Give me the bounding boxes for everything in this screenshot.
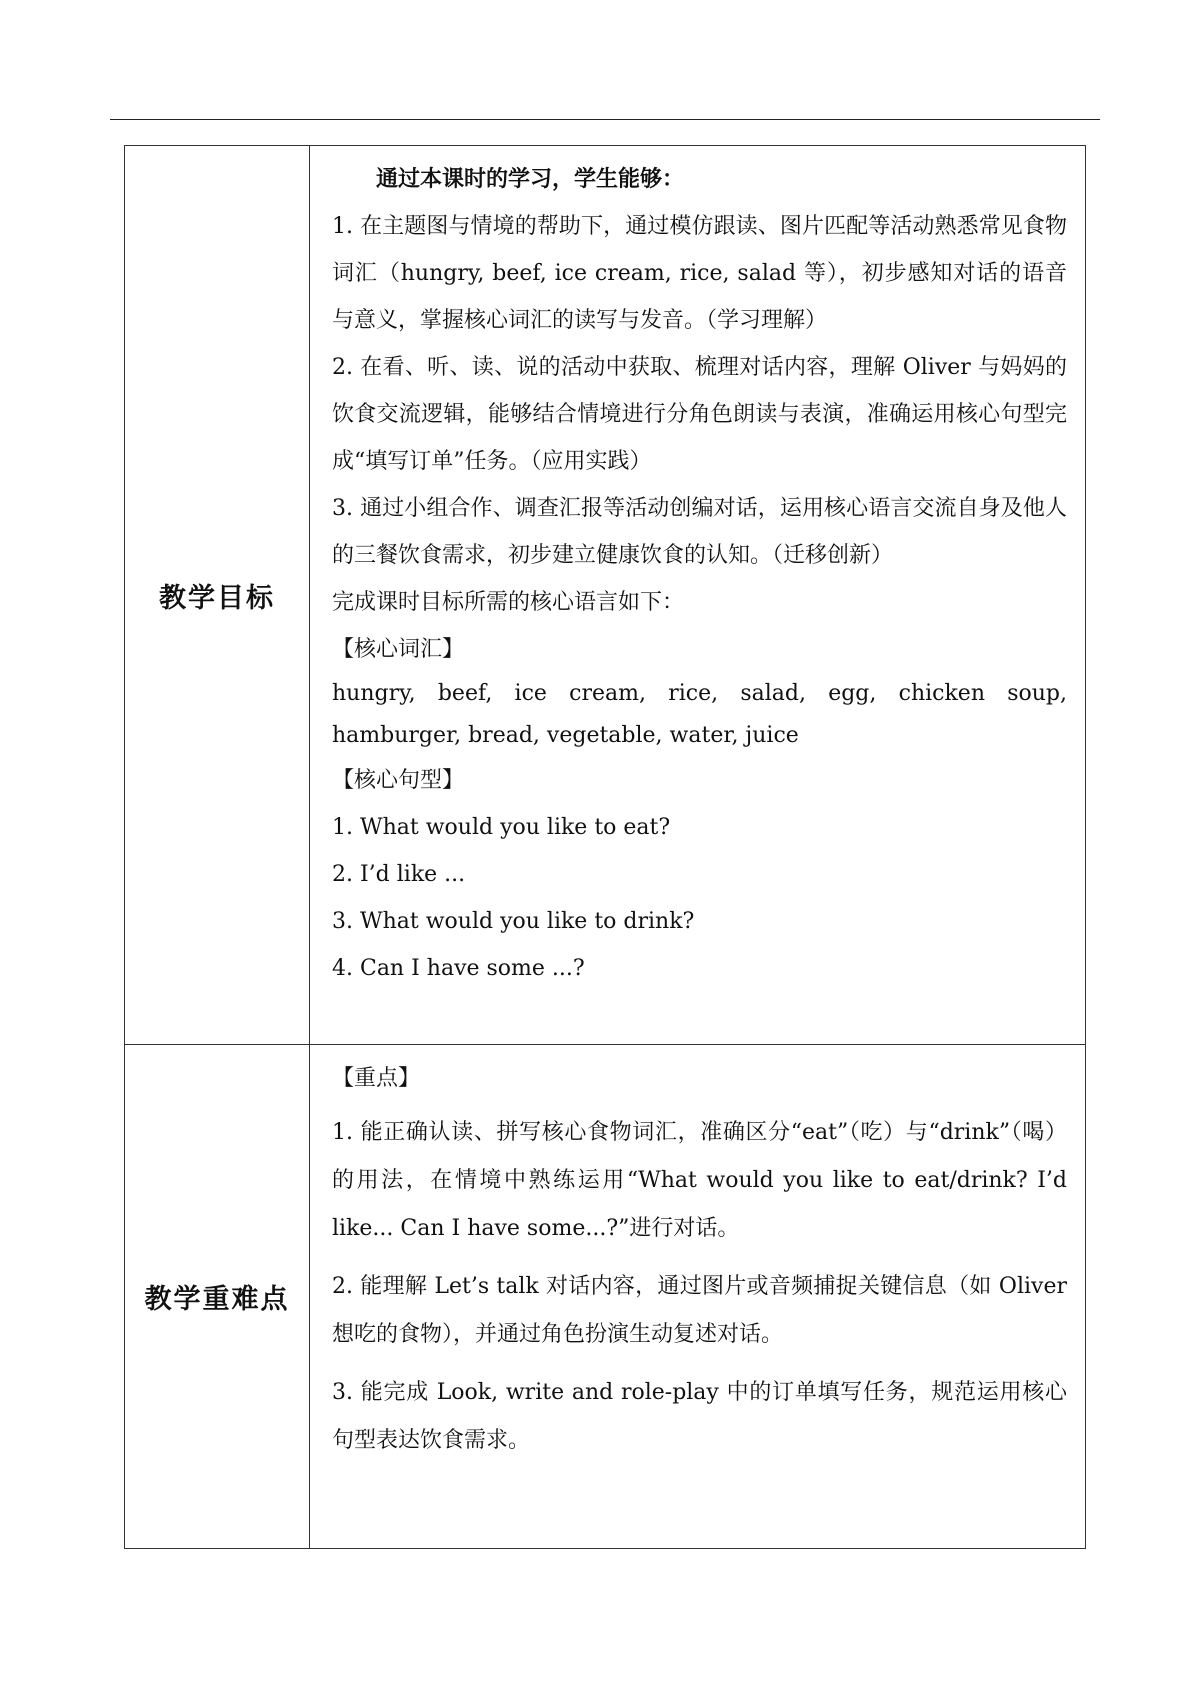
keypoints-label: 教学重难点 xyxy=(125,1045,310,1549)
objectives-content xyxy=(310,146,1086,1045)
objective-item-3: 3. 通过小组合作、调查汇报等活动创编对话，运用核心语言交流自身及他人的三餐饮食需求，初步建立健康饮食的认知。（迁移创新） xyxy=(332,496,1067,568)
core-sentence-3: 3. What would you like to drink? xyxy=(332,909,695,934)
core-sentence-1: 1. What would you like to eat? xyxy=(332,815,671,840)
objectives-row xyxy=(125,146,1086,1045)
objective-item-1: 1. 在主题图与情境的帮助下，通过模仿跟读、图片匹配等活动熟悉常见食物词汇（hungry, beef, ice cream, rice, salad 等），初步感知对话的语音与意义，掌握核心词汇的读写与发音。（学习理解） xyxy=(332,214,1067,333)
objectives-label: 教学目标 xyxy=(125,146,310,1045)
core-vocab-list: hungry, beef, ice cream, rice, salad, egg, chicken soup, hamburger, bread, vegetable, water, juice xyxy=(332,681,1067,748)
keypoint-item-3: 3. 能完成 Look, write and role-play 中的订单填写任务，规范运用核心句型表达饮食需求。 xyxy=(332,1380,1067,1453)
core-vocab-heading: 【核心词汇】 xyxy=(332,637,465,662)
keypoint-item-1: 1. 能正确认读、拼写核心食物词汇，准确区分“eat”（吃）与“drink”（喝）的用法，在情境中熟练运用“What would you like to eat/drink? I’d like... Can I have some...?”进行对话。 xyxy=(332,1120,1067,1241)
core-sentence-2: 2. I’d like ... xyxy=(332,862,466,887)
keypoints-row xyxy=(125,1045,1086,1549)
core-language-intro: 完成课时目标所需的核心语言如下： xyxy=(332,590,685,615)
core-sentences-heading: 【核心句型】 xyxy=(332,768,465,793)
header-rule xyxy=(110,119,1100,120)
keypoints-heading: 【重点】 xyxy=(332,1066,421,1091)
objective-item-2: 2. 在看、听、读、说的活动中获取、梳理对话内容，理解 Oliver 与妈妈的饮食交流逻辑，能够结合情境进行分角色朗读与表演，准确运用核心句型完成“填写订单”任务。（应用实践） xyxy=(332,355,1067,474)
lesson-plan-table xyxy=(124,145,1086,1549)
core-sentence-4: 4. Can I have some ...? xyxy=(332,956,585,981)
keypoint-item-2: 2. 能理解 Let’s talk 对话内容，通过图片或音频捕捉关键信息（如 Oliver 想吃的食物），并通过角色扮演生动复述对话。 xyxy=(332,1274,1067,1347)
keypoints-content xyxy=(310,1045,1086,1549)
objectives-intro: 通过本课时的学习，学生能够： xyxy=(376,166,685,192)
